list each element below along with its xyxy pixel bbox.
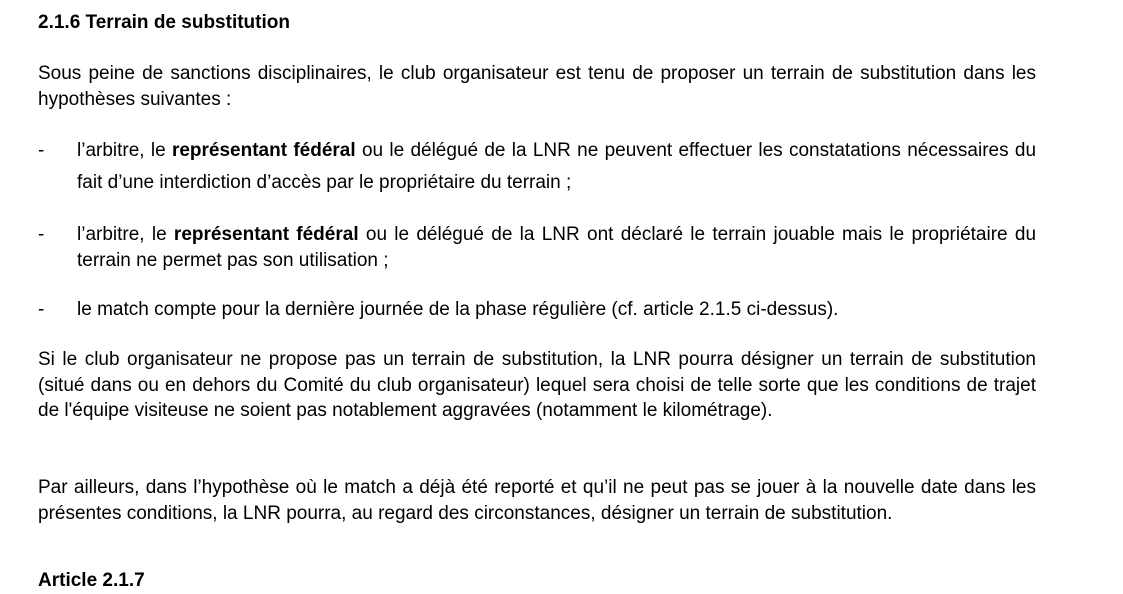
list-bullet: - <box>38 299 45 320</box>
bold-term: représentant fédéral <box>173 224 359 245</box>
bold-term: représentant fédéral <box>171 140 356 161</box>
section-title: 2.1.6 Terrain de substitution <box>38 12 290 33</box>
paragraph-lnr-substitution: Si le club organisateur ne propose pas un terrain de substitution, la LNR pourra désigner un terrain de substitution (situé dans ou en dehors du Comité du club organisateur) lequel sera choisi de telle sorte que les conditions de trajet de l'équipe visiteuse ne soient pas notablement aggravées (notamment le kilométrage). <box>38 349 1036 421</box>
list-bullet: - <box>38 140 45 161</box>
list-bullet: - <box>38 224 45 245</box>
list-item-text: l’arbitre, le représentant fédéral ou le délégué de la LNR ne peuvent effectuer les constatations nécessaires du fait d’une interdiction d’accès par le propriétaire du terrain ; <box>77 140 1037 193</box>
intro-paragraph: Sous peine de sanctions disciplinaires, le club organisateur est tenu de proposer un terrain de substitution dans les hypothèses suivantes : <box>38 63 1036 110</box>
paragraph-match-reporte: Par ailleurs, dans l’hypothèse où le match a déjà été reporté et qu’il ne peut pas se jouer à la nouvelle date dans les présentes conditions, la LNR pourra, au regard des circonstances, désigner un terrain de substitution. <box>38 477 1036 524</box>
next-article-heading: Article 2.1.7 <box>38 570 145 591</box>
list-item-text: le match compte pour la dernière journée de la phase régulière (cf. article 2.1.5 ci-dessus). <box>77 299 839 320</box>
list-item-text: l’arbitre, le représentant fédéral ou le délégué de la LNR ont déclaré le terrain jouable mais le propriétaire du terrain ne permet pas son utilisation ; <box>77 224 1037 271</box>
